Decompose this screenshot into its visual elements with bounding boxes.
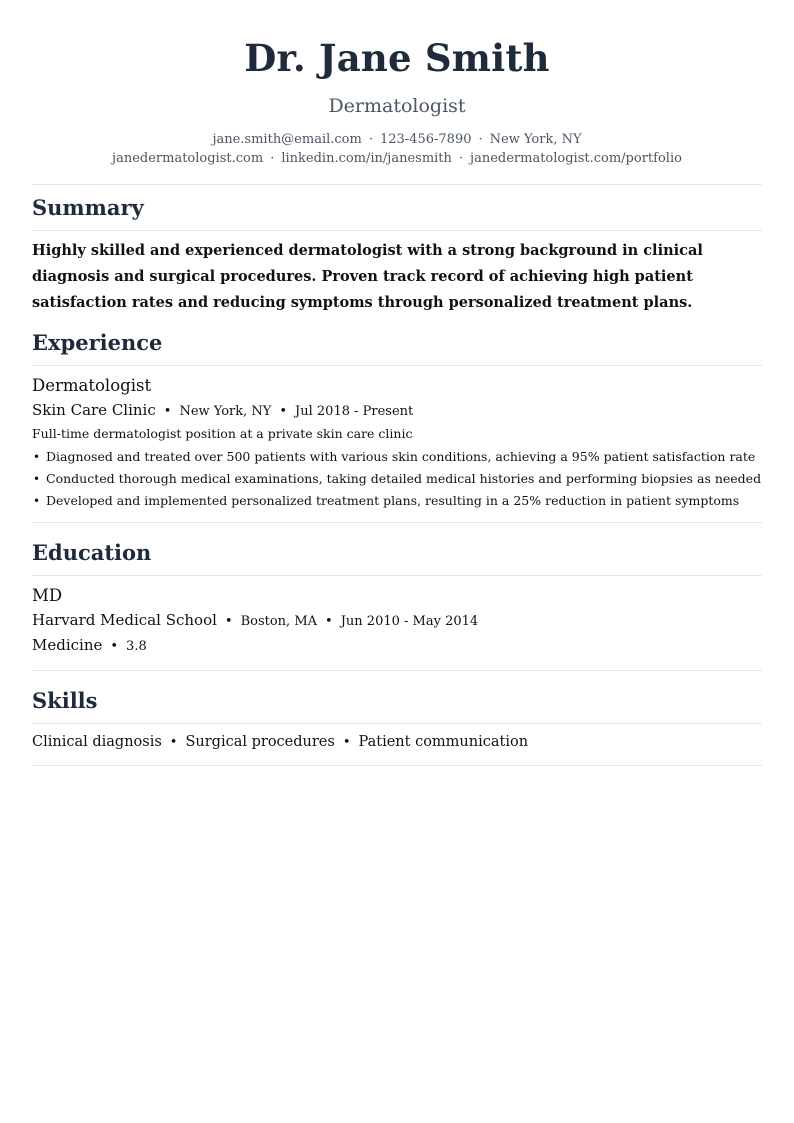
experience-heading: Experience xyxy=(32,330,163,355)
separator: · xyxy=(478,132,483,147)
achievement-item: • Developed and implemented personalized treatment plans, resulting in a 25% reduction in patient symptoms xyxy=(32,490,762,512)
job-title: Dermatologist xyxy=(32,376,152,395)
bullet-separator: • xyxy=(163,404,172,419)
skill-item: Patient communication xyxy=(358,734,529,750)
education-field-line xyxy=(32,635,762,657)
candidate-title: Dermatologist xyxy=(328,95,466,117)
school-location: Boston, MA xyxy=(240,614,318,629)
bullet-separator: • xyxy=(224,614,233,629)
education-meta xyxy=(32,610,762,632)
achievement-item: • Conducted thorough medical examinations, taking detailed medical histories and performing biopsies as needed xyxy=(32,468,762,490)
separator: · xyxy=(270,151,275,166)
job-description: Full-time dermatologist position at a private skin care clinic xyxy=(32,426,413,441)
field-of-study: Medicine xyxy=(32,636,103,654)
skills-heading: Skills xyxy=(32,688,98,713)
website-link[interactable]: janedermatologist.com xyxy=(112,151,264,166)
summary-text: Highly skilled and experienced dermatologist with a strong background in clinical diagnosis and surgical procedures. Proven track record of achieving high patient satisfaction rates and reducing symptoms through personalized treatment plans. xyxy=(32,242,703,311)
education-heading: Education xyxy=(32,540,152,565)
phone-text: 123-456-7890 xyxy=(379,132,472,147)
candidate-name: Dr. Jane Smith xyxy=(244,36,550,80)
company-name: Skin Care Clinic xyxy=(32,401,156,419)
education-entry xyxy=(32,585,762,657)
summary-heading-wrap xyxy=(32,185,762,230)
gpa: 3.8 xyxy=(126,639,147,654)
contact-line-2 xyxy=(32,149,762,168)
job-achievements xyxy=(32,446,762,512)
school-name: Harvard Medical School xyxy=(32,611,217,629)
bullet-separator: • xyxy=(342,735,351,750)
divider xyxy=(32,365,762,366)
separator: · xyxy=(368,132,373,147)
job-dates: Jul 2018 - Present xyxy=(295,404,414,419)
education-heading-wrap xyxy=(32,523,762,575)
separator: · xyxy=(458,151,464,166)
experience-heading-wrap xyxy=(32,316,762,365)
contact-line-1 xyxy=(32,130,762,149)
skill-item: Surgical procedures xyxy=(185,734,335,750)
linkedin-link[interactable]: linkedin.com/in/janesmith xyxy=(281,151,452,166)
experience-entry xyxy=(32,375,762,512)
job-location: New York, NY xyxy=(179,404,272,419)
resume-header xyxy=(32,0,762,168)
bullet-separator: • xyxy=(325,614,333,629)
degree: MD xyxy=(32,586,63,605)
divider xyxy=(32,765,762,766)
education-dates: Jun 2010 - May 2014 xyxy=(340,614,479,629)
skill-item: Clinical diagnosis xyxy=(32,734,162,750)
bullet-separator: • xyxy=(279,404,288,419)
skills-list xyxy=(32,724,762,765)
summary-heading: Summary xyxy=(32,195,144,220)
portfolio-link[interactable]: janedermatologist.com/portfolio xyxy=(470,151,682,166)
achievement-item: • Diagnosed and treated over 500 patients with various skin conditions, achieving a 95% patient satisfaction rate xyxy=(32,446,762,468)
bullet-separator: • xyxy=(169,735,178,750)
divider xyxy=(32,575,762,576)
email-link[interactable]: jane.smith@email.com xyxy=(212,132,362,147)
location-text: New York, NY xyxy=(489,132,582,147)
job-meta xyxy=(32,400,762,422)
bullet-separator: • xyxy=(110,639,119,654)
skills-heading-wrap xyxy=(32,671,762,723)
